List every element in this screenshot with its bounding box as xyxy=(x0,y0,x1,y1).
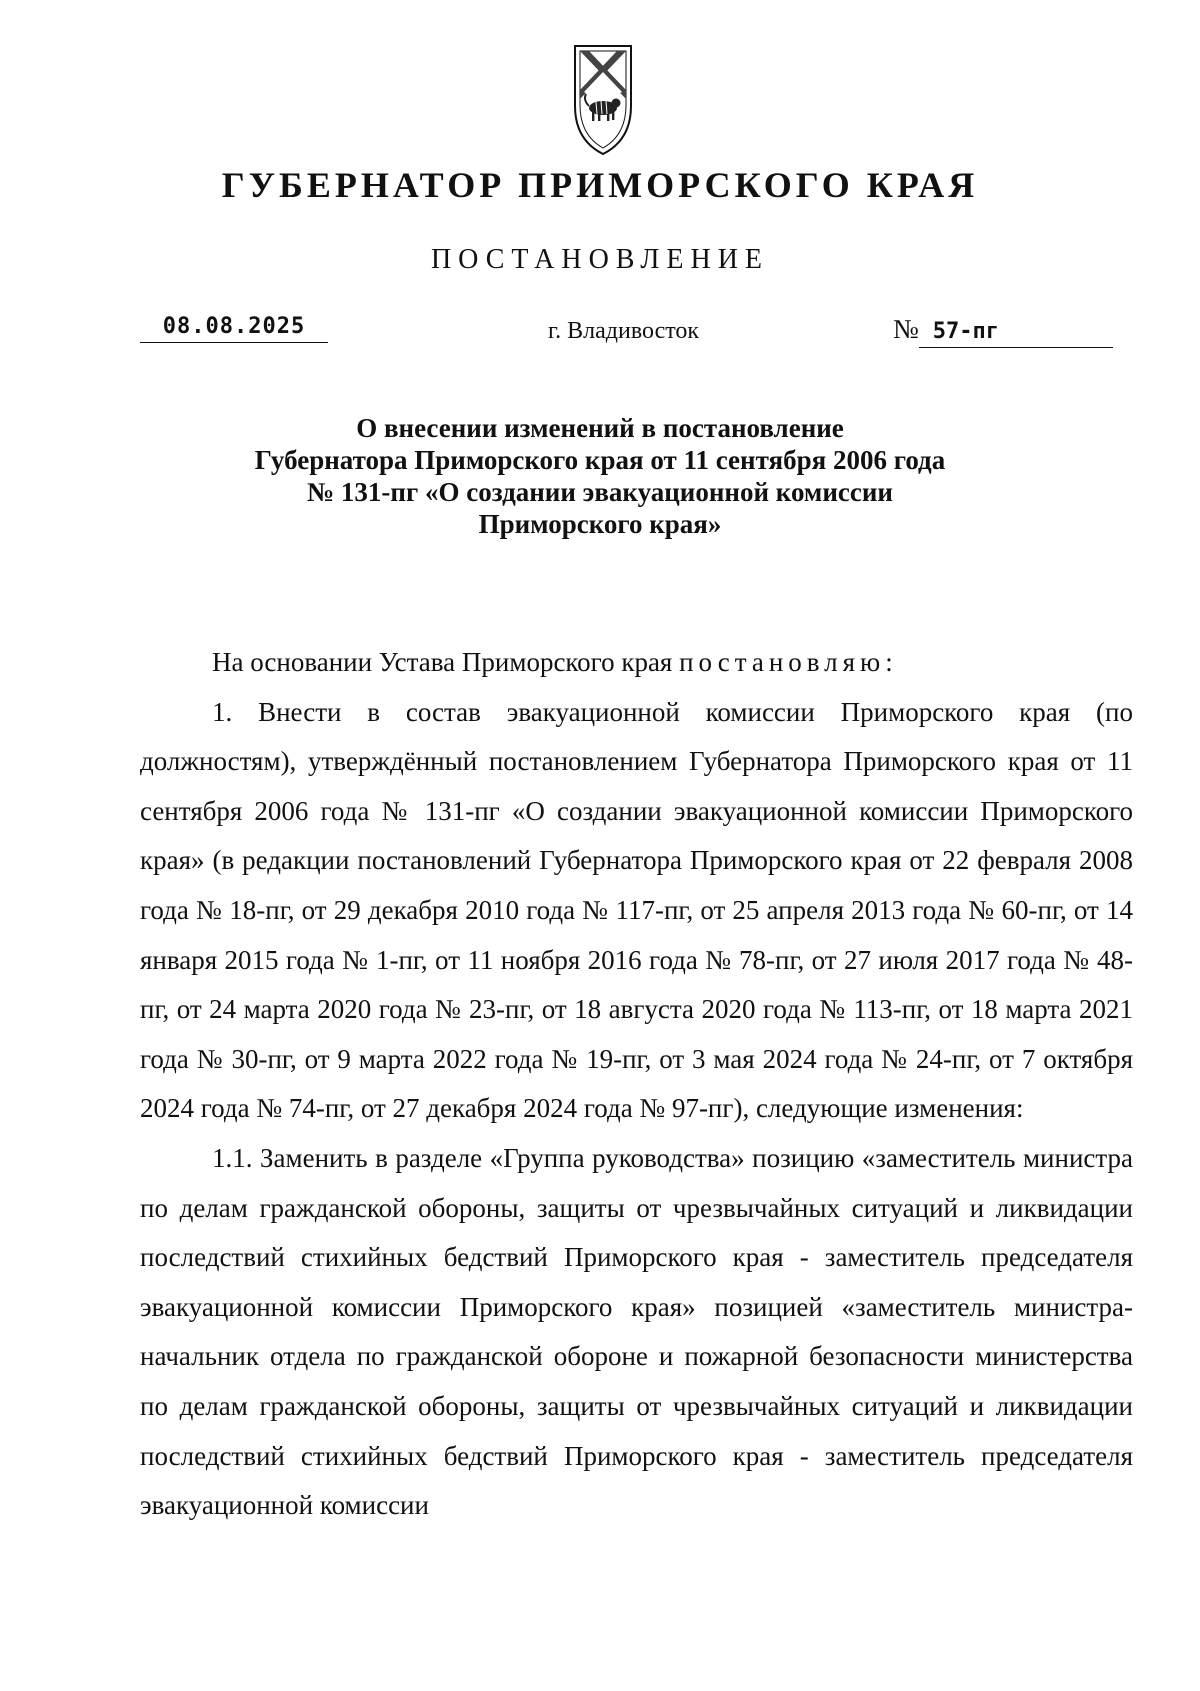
issuing-authority: ГУБЕРНАТОР ПРИМОРСКОГО КРАЯ xyxy=(221,165,979,205)
document-body xyxy=(140,638,1133,1531)
coat-of-arms-icon xyxy=(567,42,639,160)
document-title xyxy=(0,412,1200,540)
intro-text: На основании Устава Приморского края xyxy=(212,647,680,677)
paragraph-1: 1. Внести в состав эвакуационной комиссии Приморского края (по должностям), утверждённый постановлением Губернатора Приморского края от 11 сентября 2006 года № 131-пг «О создании эвакуационной комиссии Приморского края» (в редакции постановлений Губернатора Приморского края от 22 февраля 2008 года № 18-пг, от 29 декабря 2010 года № 117-пг, от 25 апреля 2013 года № 60-пг, от 14 января 2015 года № 1-пг, от 11 ноября 2016 года № 78-пг, от 27 июля 2017 года № 48-пг, от 24 марта 2020 года № 23-пг, от 18 августа 2020 года № 113-пг, от 18 марта 2021 года № 30-пг, от 9 марта 2022 года № 19-пг, от 3 мая 2024 года № 24-пг, от 7 октября 2024 года № 74-пг, от 27 декабря 2024 года № 97-пг), следующие изменения: xyxy=(140,696,1133,1124)
number-sign: № xyxy=(893,314,919,344)
document-place: г. Владивосток xyxy=(548,318,700,344)
title-line: Губернатора Приморского края от 11 сентября 2006 года xyxy=(254,445,946,475)
decree-keyword: постановляю xyxy=(679,647,886,677)
document-number: 57-пг xyxy=(919,317,1113,348)
title-line: № 131-пг «О создании эвакуационной комиссии xyxy=(307,477,893,507)
paragraph-1-1: 1.1. Заменить в разделе «Группа руководства» позицию «заместитель министра по делам гражданской обороны, защиты от чрезвычайных ситуаций и ликвидации последствий стихийных бедствий Приморского края - заместитель председателя эвакуационной комиссии Приморского края» позицией «заместитель министра-начальник отдела по гражданской обороне и пожарной безопасности министерства по делам гражданской обороны, защиты от чрезвычайных ситуаций и ликвидации последствий стихийных бедствий Приморского края - заместитель председателя эвакуационной комиссии xyxy=(140,1142,1133,1521)
document-date: 08.08.2025 xyxy=(140,312,328,343)
intro-colon: : xyxy=(885,647,893,677)
title-line: Приморского края» xyxy=(478,509,722,539)
document-type: ПОСТАНОВЛЕНИЕ xyxy=(430,244,770,275)
intro-paragraph xyxy=(140,638,1133,688)
title-line: О внесении изменений в постановление xyxy=(356,413,844,443)
document-number-block xyxy=(893,314,1113,348)
